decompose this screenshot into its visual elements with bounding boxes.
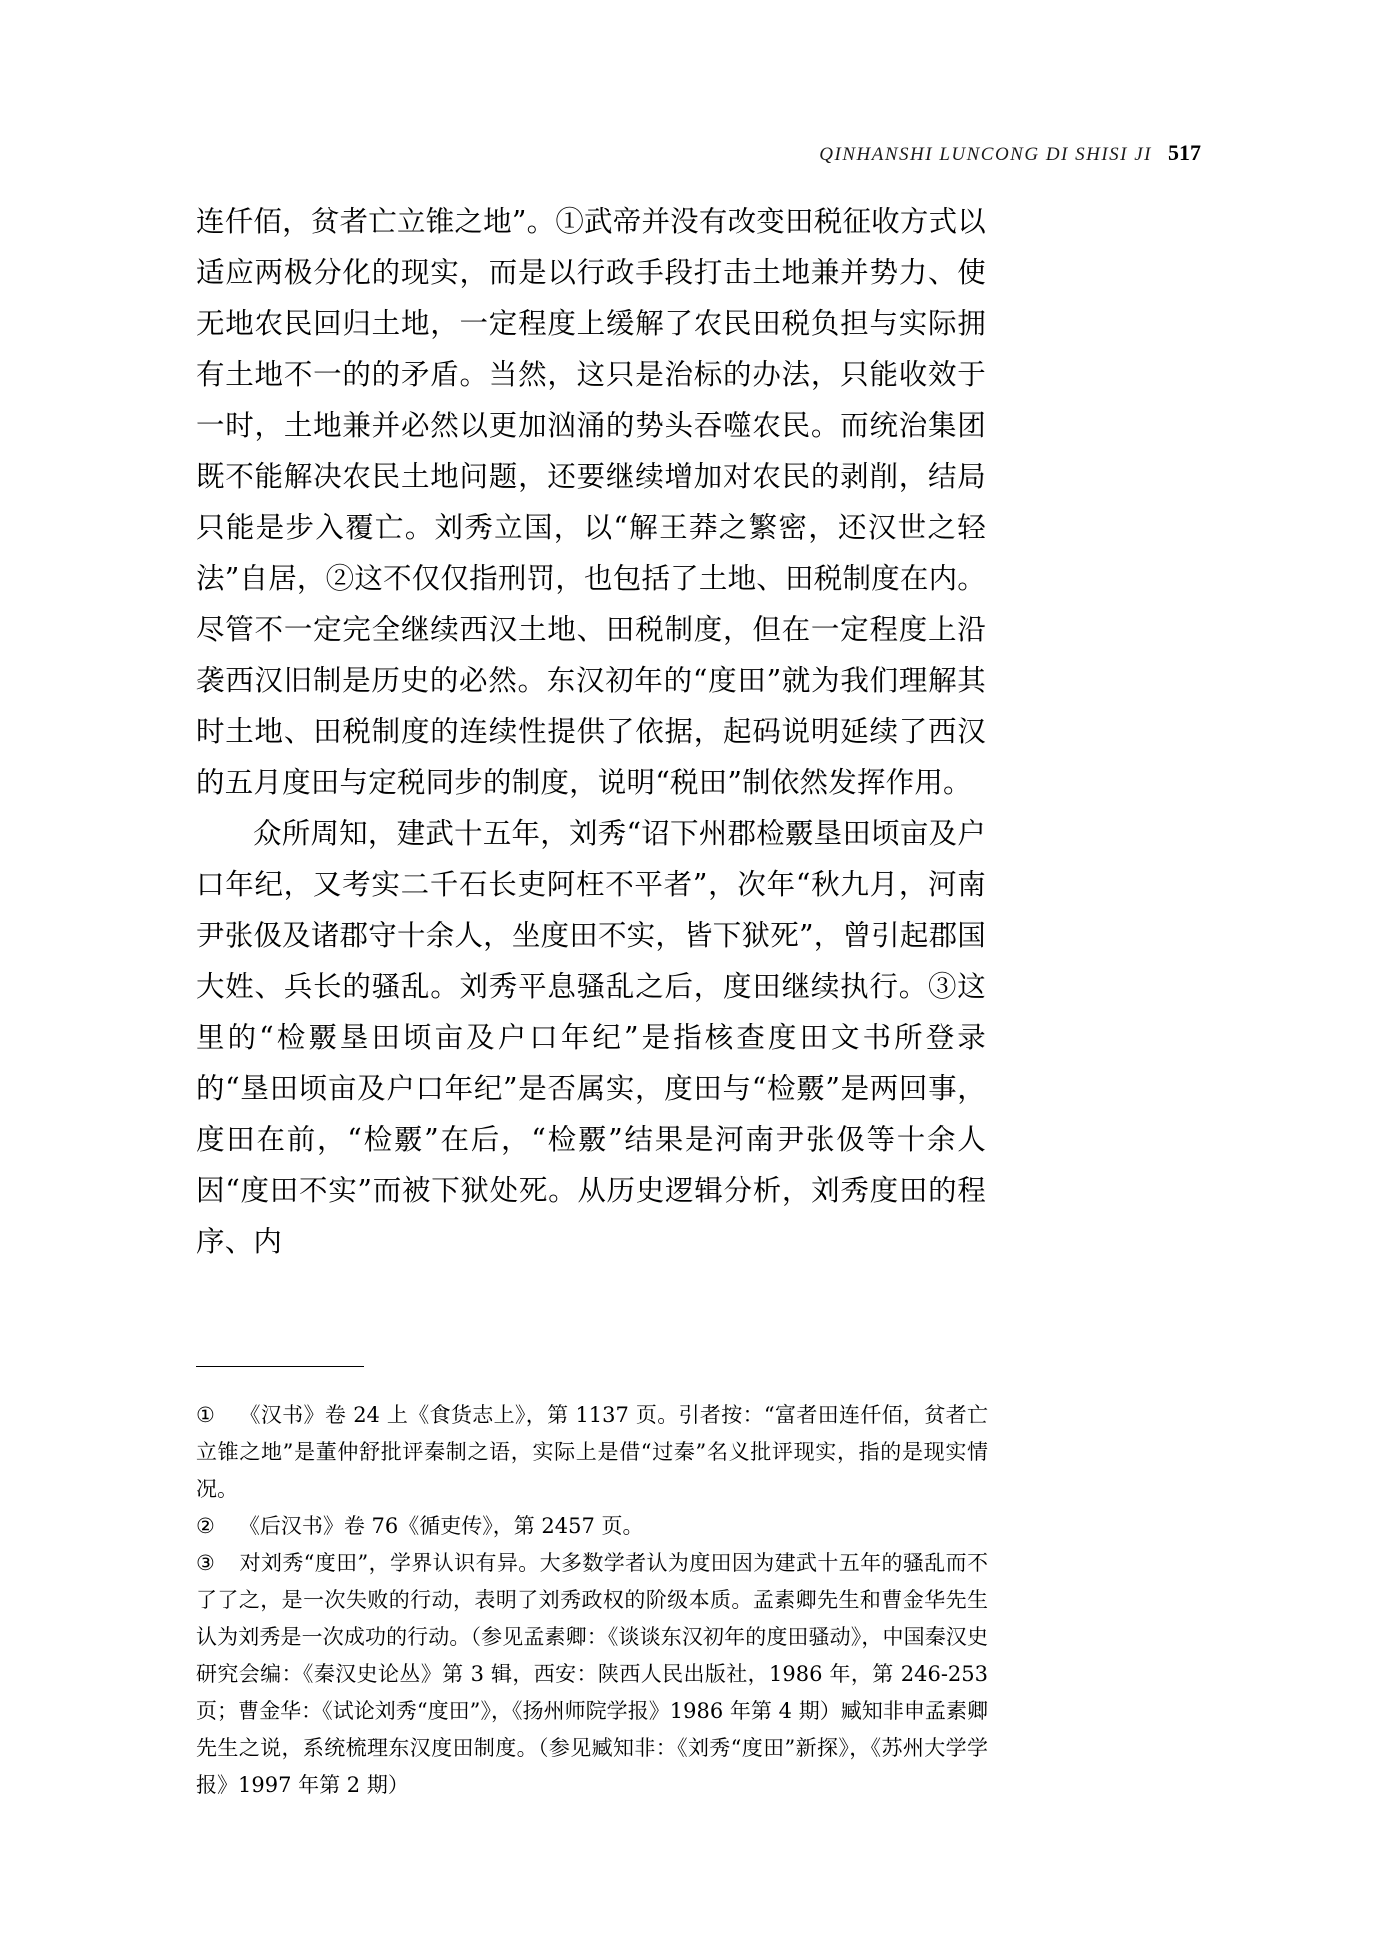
footnote-marker: ② [196, 1514, 215, 1538]
footnote-text: 《汉书》卷 24 上《食货志上》，第 1137 页。引者按：“富者田连仟佰，贫者亡立锥之地”是董仲舒批评秦制之语，实际上是借“过秦”名义批评现实，指的是现实情况。 [196, 1403, 988, 1501]
footnote-item [196, 1545, 988, 1804]
footnote-separator-rule [196, 1366, 364, 1367]
footnote-marker: ③ [196, 1551, 216, 1575]
page-number: 517 [1168, 140, 1201, 165]
running-title: QINHANSHI LUNCONG DI SHISI JI [819, 144, 1152, 165]
footnote-item [196, 1508, 988, 1545]
body-text [196, 196, 986, 1267]
footnote-text: 《后汉书》卷 76《循吏传》，第 2457 页。 [238, 1514, 644, 1538]
footnote-text: 对刘秀“度田”，学界认识有异。大多数学者认为度田因为建武十五年的骚乱而不了了之，是一次失败的行动，表明了刘秀政权的阶级本质。孟素卿先生和曹金华先生认为刘秀是一次成功的行动。（参见孟素卿：《谈谈东汉初年的度田骚动》，中国秦汉史研究会编：《秦汉史论丛》第 3 辑，西安：陕西人民出版社，1986 年，第 246-253 页；曹金华：《试论刘秀“度田”》，《扬州师院学报》1986 年第 4 期）臧知非申孟素卿先生之说，系统梳理东汉度田制度。（参见臧知非：《刘秀“度田”新探》，《苏州大学学报》1997 年第 2 期） [196, 1551, 989, 1797]
footnote-list [196, 1397, 988, 1804]
paragraph-1: 连仟佰，贫者亡立锥之地”。①武帝并没有改变田税征收方式以适应两极分化的现实，而是以行政手段打击土地兼并势力、使无地农民回归土地，一定程度上缓解了农民田税负担与实际拥有土地不一的的矛盾。当然，这只是治标的办法，只能收效于一时，土地兼并必然以更加汹涌的势头吞噬农民。而统治集团既不能解决农民土地问题，还要继续增加对农民的剥削，结局只能是步入覆亡。刘秀立国，以“解王莽之繁密，还汉世之轻法”自居，②这不仅仅指刑罚，也包括了土地、田税制度在内。尽管不一定完全继续西汉土地、田税制度，但在一定程度上沿袭西汉旧制是历史的必然。东汉初年的“度田”就为我们理解其时土地、田税制度的连续性提供了依据，起码说明延续了西汉的五月度田与定税同步的制度，说明“税田”制依然发挥作用。 [196, 205, 986, 799]
footnote-item [196, 1397, 988, 1508]
paragraph-2: 众所周知，建武十五年，刘秀“诏下州郡检覈垦田顷亩及户口年纪，又考实二千石长吏阿枉不平者”，次年“秋九月，河南尹张伋及诸郡守十余人，坐度田不实，皆下狱死”，曾引起郡国大姓、兵长的骚乱。刘秀平息骚乱之后，度田继续执行。③这里的“检覈垦田顷亩及户口年纪”是指核查度田文书所登录的“垦田顷亩及户口年纪”是否属实，度田与“检覈”是两回事，度田在前，“检覈”在后，“检覈”结果是河南尹张伋等十余人因“度田不实”而被下狱处死。从历史逻辑分析，刘秀度田的程序、内 [196, 817, 986, 1258]
running-head [819, 140, 1201, 166]
footnote-marker: ① [196, 1403, 216, 1427]
